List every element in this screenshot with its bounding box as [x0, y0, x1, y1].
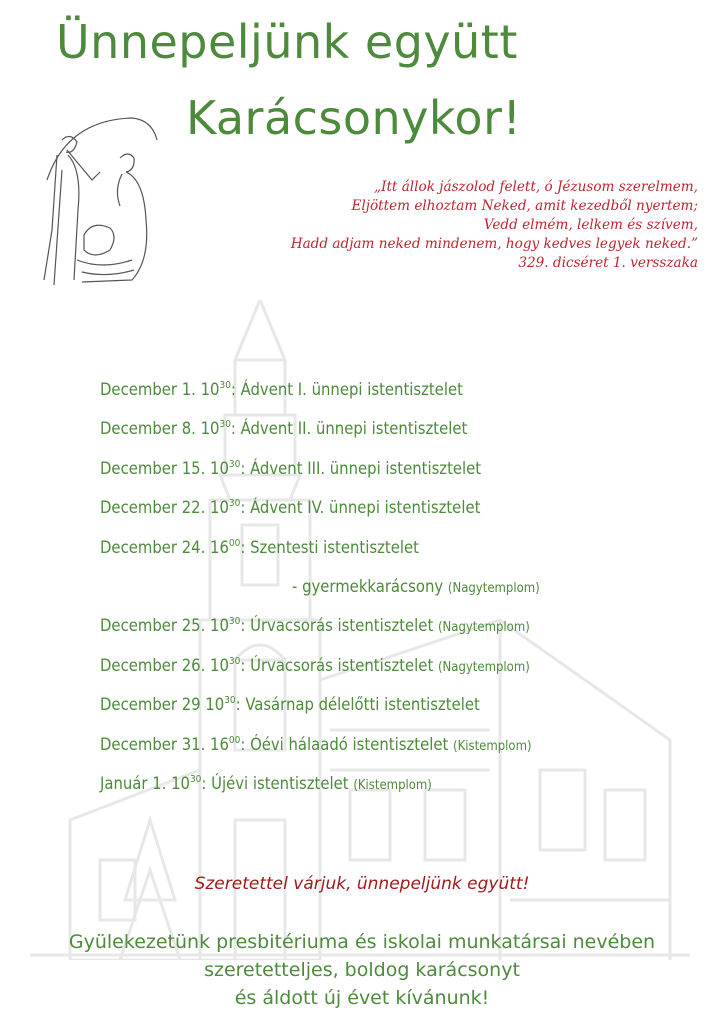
schedule-time-minutes: 30 [228, 458, 241, 470]
schedule-time-minutes: 00 [228, 537, 241, 549]
schedule-event: : Ádvent III. ünnepi istentisztelet [240, 458, 482, 478]
schedule-item [100, 573, 540, 612]
verse-line: Hadd adjam neked mindenem, hogy kedves legyek neked.” [290, 236, 698, 252]
hymn-verse [291, 178, 698, 273]
schedule-time-minutes: 30 [228, 616, 241, 628]
schedule-location: (Nagytemplom) [437, 620, 530, 636]
invitation-text: Szeretettel várjuk, ünnepeljünk együtt! [194, 874, 530, 894]
nativity-lines [44, 118, 157, 285]
schedule-item [100, 376, 540, 415]
schedule-date: December 26. 10 [100, 655, 229, 675]
schedule-item [100, 731, 540, 770]
schedule-event: : Vasárnap délelőtti istentisztelet [235, 695, 480, 715]
greeting-line: szeretetteljes, boldog karácsonyt [204, 959, 520, 981]
greeting-text [0, 928, 724, 1012]
schedule-item [100, 770, 540, 809]
schedule-time-minutes: 30 [224, 695, 236, 707]
schedule-time-minutes: 30 [189, 773, 202, 785]
schedule-location: (Kistemplom) [453, 738, 532, 754]
verse-line: Eljöttem elhoztam Neked, amit kezedből nyertem; [351, 198, 698, 214]
schedule-event: : Újévi istentisztelet [201, 773, 349, 793]
verse-line: Vedd elmém, lelkem és szívem, [483, 217, 698, 233]
schedule-date: Január 1. 10 [100, 773, 190, 793]
schedule-date: December 8. 10 [100, 419, 220, 439]
schedule-event: : Ádvent II. ünnepi istentisztelet [230, 419, 468, 439]
schedule-time-minutes: 30 [219, 380, 231, 391]
schedule-item [100, 494, 540, 533]
schedule-date: December 1. 10 [100, 380, 220, 399]
schedule-date: December 25. 10 [100, 616, 229, 636]
schedule-date: December 22. 10 [100, 498, 229, 518]
schedule-event: - gyermekkarácsony [292, 576, 444, 596]
schedule-event: : Úrvacsorás istentisztelet [240, 616, 434, 636]
schedule-event: : Ádvent I. ünnepi istentisztelet [230, 380, 463, 399]
schedule-item [100, 612, 540, 651]
greeting-line: és áldott új évet kívánunk! [234, 987, 490, 1009]
title-line-1: Ünnepeljünk együtt [56, 15, 518, 69]
schedule-item [100, 691, 540, 730]
schedule-location: (Kistemplom) [353, 777, 432, 793]
schedule-time-minutes: 00 [228, 734, 241, 746]
schedule-date: December 29 10 [100, 695, 225, 715]
schedule-time-minutes: 30 [228, 498, 241, 510]
schedule-date: December 31. 16 [100, 734, 229, 754]
service-schedule [100, 376, 540, 809]
schedule-item [100, 652, 540, 691]
schedule-date: December 15. 10 [100, 458, 229, 478]
schedule-item [100, 415, 540, 454]
verse-reference: 329. dicséret 1. versszaka [518, 255, 698, 271]
schedule-date: December 24. 16 [100, 537, 229, 557]
verse-line: „Itt állok jászolod felett, ó Jézusom szerelmem, [374, 179, 698, 195]
schedule-event: : Óévi hálaadó istentisztelet [240, 734, 449, 754]
schedule-item [100, 455, 540, 494]
schedule-event: : Úrvacsorás istentisztelet [240, 655, 434, 675]
schedule-item [100, 534, 540, 573]
schedule-time-minutes: 30 [219, 419, 231, 431]
greeting-line: Gyülekezetünk presbitériuma és iskolai munkatársai nevében [68, 931, 656, 953]
nativity-sketch-icon [22, 110, 162, 290]
schedule-location: (Nagytemplom) [437, 659, 530, 675]
schedule-location: (Nagytemplom) [447, 580, 540, 596]
schedule-time-minutes: 30 [228, 655, 241, 667]
schedule-event: : Szentesti istentisztelet [240, 537, 419, 557]
schedule-event: : Ádvent IV. ünnepi istentisztelet [240, 498, 481, 518]
title-line-2: Karácsonykor! [186, 91, 522, 145]
